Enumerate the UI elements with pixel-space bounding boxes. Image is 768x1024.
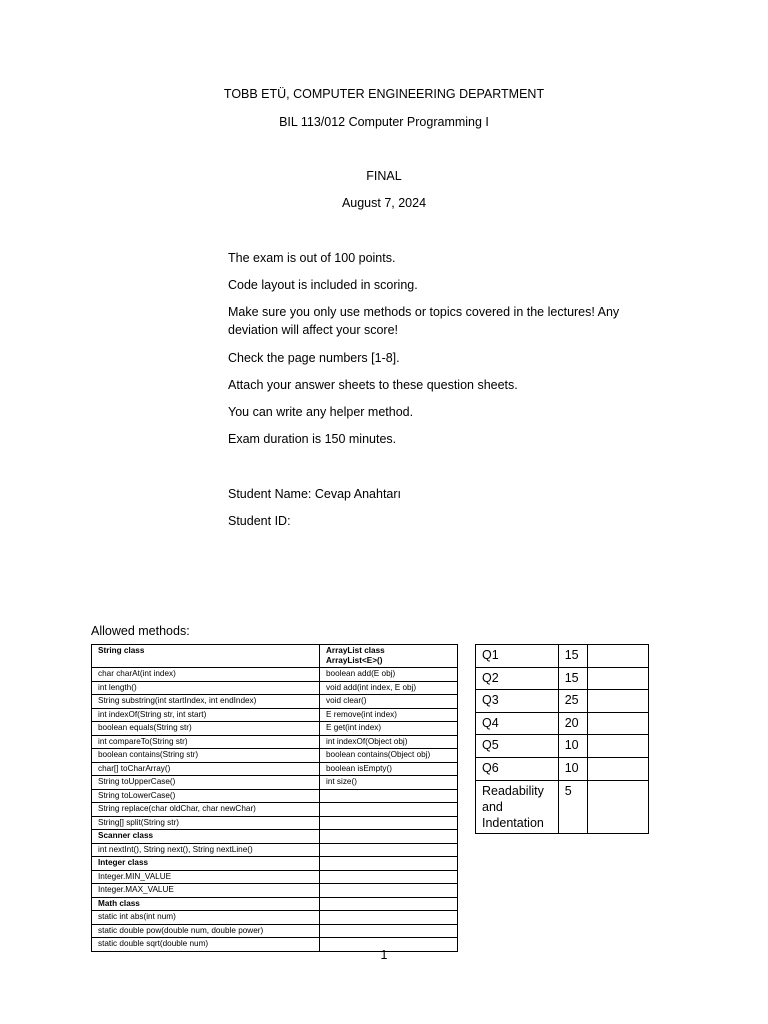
score-question: Q5 — [476, 735, 559, 758]
methods-cell-left: int compareTo(String str) — [92, 735, 320, 749]
methods-cell-right — [320, 843, 458, 857]
methods-row — [92, 722, 458, 736]
score-points: 5 — [558, 780, 587, 833]
score-table — [475, 644, 649, 834]
methods-cell-right — [320, 870, 458, 884]
methods-cell-left: String class — [92, 645, 320, 668]
methods-cell-left: String replace(char oldChar, char newChar) — [92, 803, 320, 817]
methods-cell-left: int length() — [92, 681, 320, 695]
methods-cell-left: char charAt(int index) — [92, 668, 320, 682]
score-points: 15 — [558, 645, 587, 668]
methods-cell-right — [320, 645, 458, 668]
methods-cell-left: Math class — [92, 897, 320, 911]
methods-row — [92, 749, 458, 763]
score-row — [476, 645, 649, 668]
methods-row — [92, 645, 458, 668]
methods-cell-left: Integer.MIN_VALUE — [92, 870, 320, 884]
methods-row — [92, 924, 458, 938]
methods-cell-right: int size() — [320, 776, 458, 790]
exam-date: August 7, 2024 — [341, 196, 427, 210]
methods-cell-right — [320, 830, 458, 844]
methods-cell-left: String toLowerCase() — [92, 789, 320, 803]
methods-cell-left: static double sqrt(double num) — [92, 938, 320, 952]
methods-cell-left: Integer.MAX_VALUE — [92, 884, 320, 898]
score-row — [476, 667, 649, 690]
methods-cell-right: int indexOf(Object obj) — [320, 735, 458, 749]
methods-cell-right: void clear() — [320, 695, 458, 709]
methods-cell-right — [320, 897, 458, 911]
methods-row — [92, 681, 458, 695]
page-number: 1 — [380, 948, 388, 962]
methods-cell-right: boolean add(E obj) — [320, 668, 458, 682]
methods-row — [92, 803, 458, 817]
methods-cell-line: ArrayList class — [326, 646, 385, 655]
methods-row — [92, 735, 458, 749]
score-question: Q2 — [476, 667, 559, 690]
score-question: Q6 — [476, 757, 559, 780]
methods-cell-left: int indexOf(String str, int start) — [92, 708, 320, 722]
methods-row — [92, 816, 458, 830]
methods-cell-right — [320, 924, 458, 938]
score-earned-cell — [587, 645, 648, 668]
methods-cell-left: Integer class — [92, 857, 320, 871]
methods-row — [92, 708, 458, 722]
methods-row — [92, 695, 458, 709]
allowed-methods-label: Allowed methods: — [91, 624, 190, 638]
methods-cell-left: static int abs(int num) — [92, 911, 320, 925]
methods-cell-right — [320, 884, 458, 898]
methods-cell-line: ArrayList<E>() — [326, 656, 383, 665]
score-row — [476, 735, 649, 758]
instruction-attach: Attach your answer sheets to these question sheets. — [228, 378, 518, 392]
methods-cell-right — [320, 789, 458, 803]
student-id-line: Student ID: — [228, 514, 291, 528]
methods-cell-left: char[] toCharArray() — [92, 762, 320, 776]
exam-title: FINAL — [366, 169, 402, 183]
institution-title: TOBB ETÜ, COMPUTER ENGINEERING DEPARTMENT — [223, 87, 545, 101]
score-earned-cell — [587, 667, 648, 690]
methods-row — [92, 830, 458, 844]
instruction-layout: Code layout is included in scoring. — [228, 278, 418, 292]
course-title: BIL 113/012 Computer Programming I — [279, 115, 489, 129]
score-earned-cell — [587, 712, 648, 735]
methods-row — [92, 776, 458, 790]
score-points: 20 — [558, 712, 587, 735]
methods-cell-right: E get(int index) — [320, 722, 458, 736]
score-question: Q4 — [476, 712, 559, 735]
instruction-duration: Exam duration is 150 minutes. — [228, 432, 397, 446]
score-points: 25 — [558, 690, 587, 713]
methods-row — [92, 857, 458, 871]
methods-row — [92, 870, 458, 884]
methods-cell-right — [320, 803, 458, 817]
score-row — [476, 712, 649, 735]
instruction-helper: You can write any helper method. — [228, 405, 414, 419]
methods-cell-left: boolean contains(String str) — [92, 749, 320, 763]
instruction-points: The exam is out of 100 points. — [228, 251, 396, 265]
score-question: Readability and Indentation — [476, 780, 559, 833]
methods-cell-right: boolean isEmpty() — [320, 762, 458, 776]
allowed-methods-table — [91, 644, 458, 952]
methods-cell-right — [320, 816, 458, 830]
methods-cell-left: String substring(int startIndex, int endIndex) — [92, 695, 320, 709]
score-points: 15 — [558, 667, 587, 690]
score-points: 10 — [558, 735, 587, 758]
methods-row — [92, 789, 458, 803]
score-row — [476, 690, 649, 713]
instruction-page-numbers: Check the page numbers [1-8]. — [228, 351, 400, 365]
methods-cell-left: String[] split(String str) — [92, 816, 320, 830]
score-earned-cell — [587, 757, 648, 780]
instruction-methods: Make sure you only use methods or topics covered in the lectures! Any deviation will affect your score! — [228, 305, 620, 337]
methods-cell-left: String toUpperCase() — [92, 776, 320, 790]
methods-row — [92, 668, 458, 682]
methods-cell-left: Scanner class — [92, 830, 320, 844]
score-earned-cell — [587, 735, 648, 758]
methods-row — [92, 843, 458, 857]
methods-row — [92, 911, 458, 925]
methods-row — [92, 762, 458, 776]
methods-cell-left: int nextInt(), String next(), String nextLine() — [92, 843, 320, 857]
methods-cell-right — [320, 857, 458, 871]
score-row — [476, 780, 649, 833]
methods-cell-right: void add(int index, E obj) — [320, 681, 458, 695]
methods-cell-right: E remove(int index) — [320, 708, 458, 722]
methods-cell-right: boolean contains(Object obj) — [320, 749, 458, 763]
score-question: Q3 — [476, 690, 559, 713]
score-earned-cell — [587, 780, 648, 833]
score-earned-cell — [587, 690, 648, 713]
score-points: 10 — [558, 757, 587, 780]
student-name-line: Student Name: Cevap Anahtarı — [228, 487, 402, 501]
methods-cell-right — [320, 911, 458, 925]
score-question: Q1 — [476, 645, 559, 668]
methods-row — [92, 897, 458, 911]
score-row — [476, 757, 649, 780]
methods-cell-left: boolean equals(String str) — [92, 722, 320, 736]
methods-cell-left: static double pow(double num, double power) — [92, 924, 320, 938]
methods-row — [92, 884, 458, 898]
